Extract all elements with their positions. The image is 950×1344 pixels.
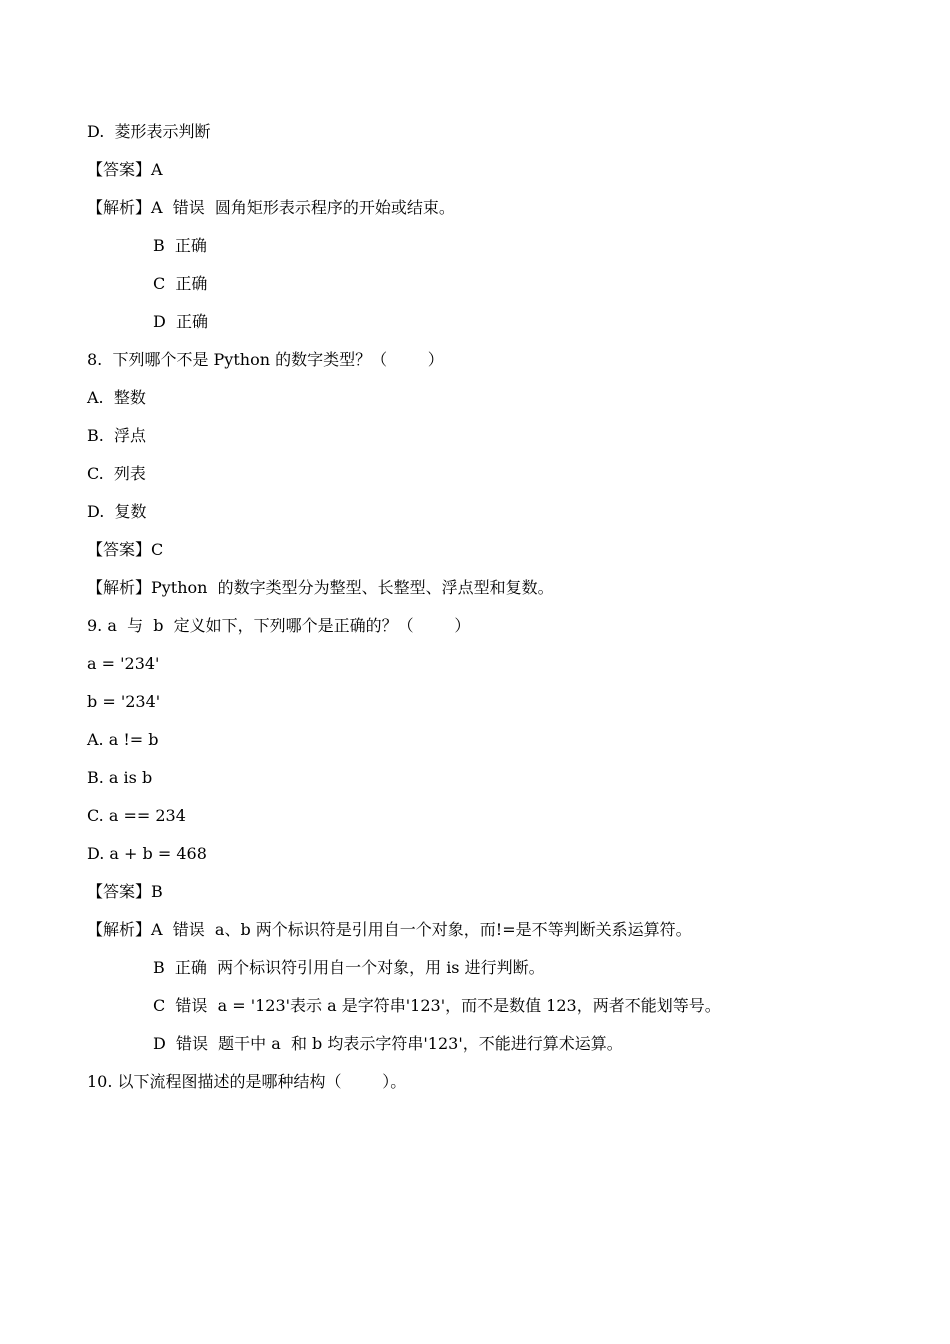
- question-8-option-a: A. 整数: [87, 388, 146, 407]
- analysis-9-b: B 正确 两个标识符引用自一个对象，用 is 进行判断。: [153, 958, 545, 977]
- question-9-code-b: b = '234': [87, 692, 161, 711]
- question-8-option-d: D. 复数: [87, 502, 147, 521]
- analysis-7-b: B 正确: [153, 236, 207, 255]
- question-9-code-a: a = '234': [87, 654, 160, 673]
- analysis-7-a: 【解析】A 错误 圆角矩形表示程序的开始或结束。: [87, 198, 455, 217]
- analysis-9-a: 【解析】A 错误 a、b 两个标识符是引用自一个对象，而!=是不等判断关系运算符。: [87, 920, 692, 939]
- question-9-option-d: D. a + b = 468: [87, 844, 207, 863]
- option-d-diamond: D. 菱形表示判断: [87, 122, 211, 141]
- question-8-option-b: B. 浮点: [87, 426, 147, 445]
- analysis-9-c: C 错误 a = '123'表示 a 是字符串'123'，而不是数值 123，两者不能划等号。: [153, 996, 721, 1015]
- answer-9: 【答案】B: [87, 882, 163, 901]
- question-9: 9. a 与 b 定义如下，下列哪个是正确的？（ ）: [87, 616, 471, 635]
- question-8-option-c: C. 列表: [87, 464, 146, 483]
- question-10: 10. 以下流程图描述的是哪种结构（ ）。: [87, 1072, 407, 1091]
- analysis-8: 【解析】Python 的数字类型分为整型、长整型、浮点型和复数。: [87, 578, 554, 597]
- analysis-7-c: C 正确: [153, 274, 208, 293]
- question-8: 8. 下列哪个不是 Python 的数字类型？（ ）: [87, 350, 444, 369]
- answer-7: 【答案】A: [87, 160, 163, 179]
- question-9-option-c: C. a == 234: [87, 806, 186, 825]
- answer-8: 【答案】C: [87, 540, 164, 559]
- question-9-option-b: B. a is b: [87, 768, 153, 787]
- question-9-option-a: A. a != b: [87, 730, 159, 749]
- analysis-7-d: D 正确: [153, 312, 209, 331]
- analysis-9-d: D 错误 题干中 a 和 b 均表示字符串'123'，不能进行算术运算。: [153, 1034, 623, 1053]
